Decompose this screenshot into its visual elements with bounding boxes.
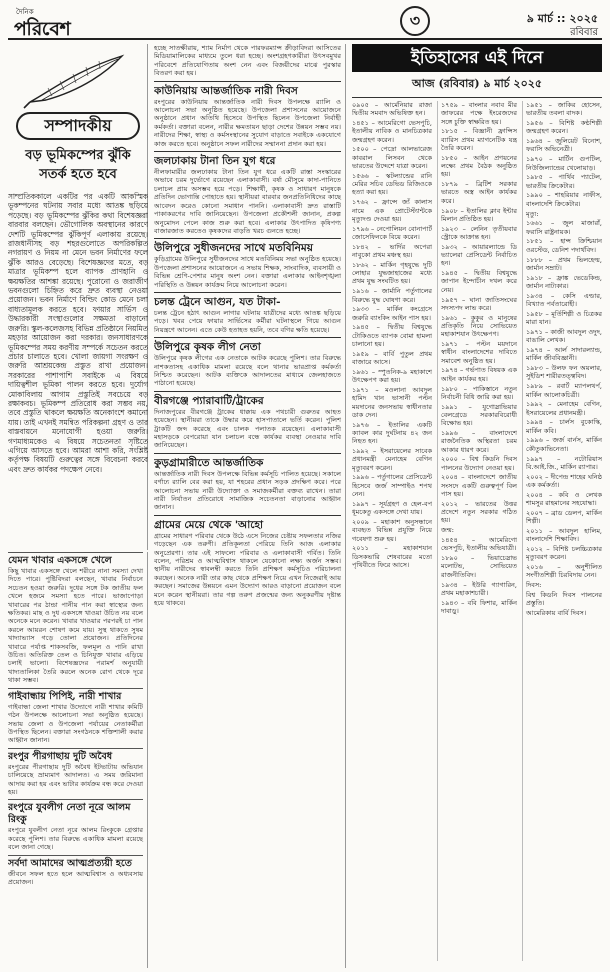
history-entry: ১৯৪৫ – দ্বিতীয় বিশ্বযুদ্ধে টোকিওতে ব্যাপক বোমা হামলা চালানো হয়। xyxy=(352,323,432,349)
news-headline[interactable]: জলঢাকায় টানা তিন যুগ ধরে xyxy=(154,151,341,168)
history-entry: ১৮৭৯ – ব্রিটিশ সরকার ভারতে অস্ত্র আইন কার্যকর করে। xyxy=(441,180,517,205)
news-headline[interactable]: রংপুর পীরগাছায় দুটি অবৈধ xyxy=(8,748,143,763)
history-entry: ১৯৯০ – শাহরিয়ার নাফীস, বাংলাদেশি ক্রিকেটার। xyxy=(526,191,602,208)
news-item xyxy=(154,337,341,388)
news-body: রংপুরে যুবলীগ নেতা নূরে আলম রিংকুকে গ্রেপ্তার করেছে পুলিশ। তার বিরুদ্ধে একাধিক মামলা রয়েছে বলে জানা গেছে। xyxy=(8,826,143,852)
news-body: রংপুরের পীরগাছায় দুটি অবৈধ ইটভাটায় অভিযান চালিয়েছে ভ্রাম্যমাণ আদালত। এ সময় জরিমানা আদায় করা হয় এবং ভাটার কার্যক্রম বন্ধ করে দেওয়া হয়। xyxy=(8,762,143,796)
quill-pen-icon xyxy=(22,50,132,110)
history-title: ইতিহাসের এই দিনে xyxy=(352,44,602,72)
history-entry: ১৮৫০ – আইন প্রণয়নের লক্ষ্যে প্রথম বৈঠক অনুষ্ঠিত হয়। xyxy=(441,153,517,179)
history-entry: ১৯৮৫ – পার্থিব প্যাটেল, ভারতীয় ক্রিকেটার। xyxy=(526,173,602,190)
news-body: উলিপুরে কৃষক লীগের এক নেতাকে আটক করেছে পুলিশ। তার বিরুদ্ধে নাশকতাসহ একাধিক মামলা রয়েছে বলে থানার ভারপ্রাপ্ত কর্মকর্তা নিশ্চিত করেছেন। আটক ব্যক্তিকে আদালতের মাধ্যমে জেলহাজতে পাঠানো হয়েছে। xyxy=(154,354,341,388)
history-entry: বিশ্ব কিডনি দিবস পালনের প্রস্তুতি। xyxy=(526,591,602,608)
history-entry: ১৮৪২ – ভার্দির অপেরা নাবুকো প্রথম মঞ্চস্থ হয়। xyxy=(352,242,432,260)
news-item xyxy=(8,688,143,745)
news-item xyxy=(8,552,143,685)
news-body: আন্তর্জাতিক নারী দিবস উপলক্ষে বিভিন্ন কর্মসূচি পালিত হয়েছে। সকালে বর্ণাঢ্য র‍্যালি বের করা হয়, যা শহরের প্রধান সড়ক প্রদক্ষিণ করে। পরে আলোচনা সভায় নারী উদ্যোক্তা ও সমাজকর্মীরা বক্তব্য রাখেন। তারা নারী নির্যাতন প্রতিরোধে সামাজিক সচেতনতা বাড়ানোর আহ্বান জানান। xyxy=(154,469,341,512)
history-entry: জন্ম: xyxy=(441,526,454,535)
history-entry: ১৯১৬ – জার্মানি পর্তুগালের বিরুদ্ধে যুদ্ধ ঘোষণা করে। xyxy=(352,287,432,304)
history-entry: ১৯৯২ – মেনাহেম বেগিন, ইসরায়েলের প্রধানমন্ত্রী। xyxy=(526,400,602,417)
history-entry: ১৬৬১ – জুল মাজারাঁ, ফরাসি রাষ্ট্রনায়ক। xyxy=(526,219,602,236)
continued-story: হচ্ছে সাতক্ষীরায়, শ্যাম নির্মাণ থেকে পারফরম্যান্স ক্রীড়াবিদরা আসিতের মিডিয়ামালিকের মাধ্যমে তুলে ধরা হচ্ছে। অংশগ্রহণকারীরা উৎসবমুখর পরিবেশে প্রতিযোগিতায় অংশ নেন এবং বিজয়ীদের মাঝে পুরস্কার বিতরণ করা হয়। xyxy=(154,44,341,78)
history-entry: ১৯৪৫ – দ্বিতীয় বিশ্বযুদ্ধে জাপান ইন্দোচীন দখল করে নেয়। xyxy=(441,269,517,294)
history-entry: ১৯৫৭ – ঘানা জাতিসংঘের সদস্যপদ লাভ করে। xyxy=(441,295,517,312)
history-entry: ১৯৭৪ – আর্ল সাদারল্যান্ড, মার্কিন জীববিজ্ঞানী। xyxy=(526,346,602,363)
history-entry: আমেরিকায় বার্বি দিবস। xyxy=(526,609,587,618)
history-entry: ২০০২ – দীপেন্দ্র শাহের ঘনিষ্ঠ এক কর্মকর্তা। xyxy=(526,472,602,489)
history-entry: ১৪৫১ – আমেরিগো ভেসপুচি, ইতালীয় নাবিক ও মানচিত্রকার জন্মগ্রহণ করেন। xyxy=(352,119,432,144)
news-headline[interactable]: কুড়গ্রামারীতে আন্তর্জাতিক xyxy=(154,453,341,470)
news-headline[interactable]: কাউনিয়ায় আন্তর্জাতিক নারী দিবস xyxy=(154,81,341,98)
history-entry: ১৯৮৯ – রবার্ট ম্যাপলথর্প, মার্কিন আলোকচিত্রী। xyxy=(526,382,602,399)
newspaper-logo[interactable] xyxy=(12,6,82,38)
history-entry: ১৯৭১ – মওলানা আবদুল হামিদ খান ভাসানী পল্টন ময়দানের জনসভায় স্বাধীনতার ডাক দেন। xyxy=(352,386,432,419)
masthead xyxy=(8,4,602,40)
news-headline[interactable]: গ্রামের মেয়ে থেকে 'আহো xyxy=(154,515,341,532)
history-entry: ১৯৯১ – যুগোস্লাভিয়ার বেলগ্রেডে সরকারবিরোধী বিক্ষোভ হয়। xyxy=(441,402,517,428)
history-entry: ২০০৭ – ব্রাড ডেলপ, মার্কিন শিল্পী। xyxy=(526,508,602,526)
history-entry: ১৯৬১ – স্পুতনিক-৯ মহাকাশে উৎক্ষেপণ করা হয়। xyxy=(352,367,432,385)
history-entry: ১৯২৩ – লেনিন তৃতীয়বার স্ট্রোকে আক্রান্ত হন। xyxy=(441,224,517,241)
history-column-2 xyxy=(437,101,517,961)
news-headline[interactable]: যেমন খাবার একসঙ্গে খেলে xyxy=(8,552,143,567)
history-entry: ২০১৬ – অনুশীলিত সংগীতশিল্পী চিরবিদায় নেন। xyxy=(526,563,602,580)
news-headline[interactable]: গাইবান্ধায় পিপিই, নারী শাখার xyxy=(8,688,143,703)
history-column-1 xyxy=(352,101,432,961)
news-headline[interactable]: সর্বদা আমাদের আত্মপ্রত্যয়ী হতে xyxy=(8,855,143,870)
history-entry: ২০০৯ – মহাকাশ অনুসন্ধানে ব্যবহৃত বিভিন্ন প্রযুক্তি নিয়ে গবেষণা শুরু হয়। xyxy=(352,517,432,543)
editorial-body: সাম্প্রতিককালে একটির পর একটি আকস্মিক ভূকম্পনের ঘটনায় সবার মধ্যে আতঙ্ক ছড়িয়ে পড়েছে। বড় ভূমিকম্পের ঝুঁকির কথা বিশেষজ্ঞরা বারবার বলছেন। ভৌগোলিক অবস্থানের কারণে দেশটি ভূমিকম্পের ঝুঁকিপূর্ণ এলাকায় রয়েছে। রাজধানীসহ বড় শহরগুলোতে অপরিকল্পিত নগরায়ণ ও নিয়ম না মেনে ভবন নির্মাণের ফলে ঝুঁকি আরও বেড়েছে। বিশেষজ্ঞদের মতে, বড় মাত্রার ভূমিকম্প হলে ব্যাপক প্রাণহানি ও ক্ষয়ক্ষতির আশঙ্কা রয়েছে। পুরোনো ও জরাজীর্ণ ভবনগুলো চিহ্নিত করে দ্রুত ব্যবস্থা নেওয়া প্রয়োজন। ভবন নির্মাণে বিল্ডিং কোড মেনে চলা বাধ্যতামূলক করতে হবে। ফায়ার সার্ভিস ও উদ্ধারকারী সংস্থাগুলোর সক্ষমতা বাড়ানো জরুরি। স্কুল-কলেজসহ বিভিন্ন প্রতিষ্ঠানে নিয়মিত মহড়ার আয়োজন করা দরকার। জনসাধারণকে ভূমিকম্পের সময় করণীয় সম্পর্কে সচেতন করতে প্রচার চালাতে হবে। খোলা জায়গা সংরক্ষণ ও জরুরি আশ্রয়কেন্দ্র প্রস্তুত রাখা প্রয়োজন। সরকারের পাশাপাশি সবাইকে এ বিষয়ে দায়িত্বশীল ভূমিকা পালন করতে হবে। দুর্যোগ মোকাবিলায় আগাম প্রস্তুতিই সবচেয়ে বড় রক্ষাকবচ। ভূমিকম্প প্রতিরোধ করা সম্ভব নয়, তবে প্রস্তুতি থাকলে ক্ষয়ক্ষতি অনেকাংশে কমানো যায়। তাই এখনই সমন্বিত পরিকল্পনা গ্রহণ ও তার বাস্তবায়নে মনোযোগী হওয়া জরুরি। গণমাধ্যমকেও এ বিষয়ে সচেতনতা সৃষ্টিতে এগিয়ে আসতে হবে। আমরা আশা করি, সংশ্লিষ্ট কর্তৃপক্ষ বিষয়টি গুরুত্বের সঙ্গে বিবেচনা করবে এবং দ্রুত কার্যকর পদক্ষেপ নেবে। xyxy=(8,192,148,474)
middle-news-column xyxy=(154,44,346,968)
history-entry: ০৯০৫ – আর্মেনিয়ার রাজা দ্বিতীয় সমবাদ অভিষিক্ত হন। xyxy=(352,101,432,118)
news-item xyxy=(8,855,143,887)
history-entry: ১৯৯৬ – বাংলাদেশে রাজনৈতিক অস্থিরতা চরম আকার ধারণ করে। xyxy=(441,428,517,454)
history-columns xyxy=(352,101,602,961)
history-entry: ১৯৬৪ – জুলিয়েট বিনোশ, ফরাসি অভিনেত্রী। xyxy=(526,137,602,154)
history-entry: ১৯৯৪ – চার্লস বুকোস্কি, মার্কিন কবি। xyxy=(526,418,602,435)
history-entry: ২০১১ – আবদুল হালিম, বাংলাদেশি শিক্ষাবিদ। xyxy=(526,526,602,544)
editorial-headline[interactable] xyxy=(8,146,148,184)
history-entry: ১৯৬১ – কুকুর ও মানুষের প্রতিকৃতি নিয়ে সোভিয়েত মহাকাশযান উৎক্ষেপণ। xyxy=(441,313,517,339)
history-entry: ১৯১৮ – ফ্রাঙ্ক ভেডেকিন্ড, জার্মান নাট্যকার। xyxy=(526,273,602,290)
news-item xyxy=(8,748,143,797)
history-entry: ১৮৫১ – হান্স ক্রিশ্চিয়ান ওরস্টেড, ডেনিশ পদার্থবিদ। xyxy=(526,237,602,254)
history-entry: ১৫০০ – পেদ্রো আলভারেজ কাবরাল লিসবন থেকে ভারতের উদ্দেশে যাত্রা করেন। xyxy=(352,145,432,171)
news-item xyxy=(154,151,341,235)
news-body: রংপুরের কাউনিয়ায় আন্তর্জাতিক নারী দিবস উপলক্ষে র‍্যালি ও আলোচনা সভা অনুষ্ঠিত হয়েছে। উপজেলা প্রশাসনের আয়োজনে অনুষ্ঠানে প্রধান অতিথি হিসেবে উপস্থিত ছিলেন উপজেলা নির্বাহী কর্মকর্তা। বক্তারা বলেন, নারীর ক্ষমতায়ন ছাড়া দেশের উন্নয়ন সম্ভব নয়। নারীদের শিক্ষা, স্বাস্থ্য ও কর্মসংস্থানের সুযোগ বাড়াতে সবাইকে একযোগে কাজ করতে হবে। অনুষ্ঠানে সফল নারীদের সম্মাননা প্রদান করা হয়। xyxy=(154,97,341,148)
issue-day: রবিবার xyxy=(570,27,598,38)
history-entry: ১৯৩৪ – কেসি এল্ডার, বিখ্যাত পর্বতারোহী। xyxy=(526,291,602,309)
news-item xyxy=(154,391,341,450)
news-headline[interactable]: রংপুরে যুবলীগ নেতা নূরে আলম রিংকু xyxy=(8,799,143,826)
history-entry: ১৯৭৪ – গর্ভপাত বিষয়ক এক আইন কার্যকর হয়। xyxy=(441,366,517,383)
page-number: ৩ xyxy=(400,6,430,36)
news-headline[interactable]: উলিপুরে কৃষক লীগ নেতা xyxy=(154,337,341,354)
news-body: নীলফামারীর জলঢাকায় টানা তিন যুগ ধরে একটি রাস্তা সংস্কারের অভাবে চরম দুর্ভোগে রয়েছেন এলাকাবাসী। বর্ষা মৌসুমে কাদা-পানিতে চলাচল প্রায় অসম্ভব হয়ে পড়ে। শিক্ষার্থী, কৃষক ও সাধারণ মানুষকে প্রতিদিন ভোগান্তি পোহাতে হয়। স্থানীয়রা বারবার জনপ্রতিনিধিদের কাছে আবেদন করেও কোনো সমাধান পাননি। এলাকাবাসী দ্রুত রাস্তাটি পাকাকরণের দাবি জানিয়েছেন। উপজেলা প্রকৌশলী জানান, প্রকল্প অনুমোদন পেলে কাজ শুরু করা হবে। এলাকার উৎপাদিত কৃষিপণ্য বাজারজাত করতেও কৃষকদের বাড়তি খরচ গুনতে হচ্ছে। xyxy=(154,168,341,235)
left-news-column xyxy=(8,552,148,968)
news-item xyxy=(154,238,341,289)
history-entry: ১৭৬২ – ফ্রান্সে জ্যঁ কালাস নামে এক প্রোটেস্ট্যান্টকে মৃত্যুদণ্ড দেওয়া হয়। xyxy=(352,198,432,223)
history-entry: ১৯৭৬ – ইতালির একটি ক্যাবল কার দুর্ঘটনায় ৪২ জন নিহত হন। xyxy=(352,420,432,446)
history-entry: ১৯৭০ – মার্টিন গুপটিল, নিউজিল্যান্ডের খেলোয়াড়। xyxy=(526,155,602,172)
history-entry: ১৯৫৯ – বার্বি পুতুল প্রথম বাজারে আসে। xyxy=(352,349,432,367)
news-body: কিছু খাবার একসঙ্গে খেলে শরীরে নানা সমস্যা দেখা দিতে পারে। পুষ্টিবিদরা বলছেন, খাবার নির্বাচনে সচেতন হওয়া জরুরি। দুধের সঙ্গে টক জাতীয় ফল খেলে হজমে সমস্যা হতে পারে। ভাজাপোড়া খাবারের পর ঠান্ডা পানীয় পান করা স্বাস্থ্যের জন্য ক্ষতিকর। মাছ ও দুধ একসঙ্গে খাওয়া উচিত নয় বলে অনেকে মনে করেন। খাবার খাওয়ার পরপরই চা পান করলে আয়রন শোষণ কমে যায়। সুস্থ থাকতে সুষম খাদ্যাভ্যাস গড়ে তোলা প্রয়োজন। প্রতিদিনের খাবারে পর্যাপ্ত শাকসবজি, ফলমূল ও পানি রাখা উচিত। অতিরিক্ত তেল ও চিনিযুক্ত খাবার এড়িয়ে চলাই ভালো। বিশেষজ্ঞদের পরামর্শ অনুযায়ী খাদ্যতালিকা তৈরি করলে অনেক রোগ থেকে দূরে থাকা সম্ভব। xyxy=(8,567,143,685)
history-entry: ১৫৬৬ – স্কটল্যান্ডের রানি মেরির সচিব ডেভিড রিজিওকে হত্যা করা হয়। xyxy=(352,171,432,197)
history-entry: ১৭৫৯ – বাংলার নবাব মীর জাফরের পক্ষে ইংরেজদের সঙ্গে চুক্তি স্বাক্ষরিত হয়। xyxy=(441,101,517,126)
editorial-headline-line1: বড় ভূমিকম্পের ঝুঁকি xyxy=(25,148,131,163)
history-entry: ২০১২ – ভারতের উত্তর প্রদেশে নতুন সরকার গঠিত হয়। xyxy=(441,499,517,525)
history-entry: ১৯৮৩ – উলফ ফন অয়লার, সুইডিশ শারীরতত্ত্ববিদ। xyxy=(526,364,602,381)
history-entry: ১৯৯৭ – সূর্যগ্রহণ ও হেল-বপ ধূমকেতু একসঙ্গে দেখা যায়। xyxy=(352,499,432,517)
history-entry: ১৯৯৭ – নটোরিয়াস বি.আই.জি., মার্কিন র‍্যাপার। xyxy=(526,454,602,471)
history-section xyxy=(352,44,602,968)
news-item xyxy=(154,453,341,512)
history-entry: ১৮১৫ – বিজ্ঞানী ফ্রান্সিস ব্যারিস প্রথম ম্যাগনেটিক যন্ত্র তৈরি করেন। xyxy=(441,127,517,152)
history-entry: ২০১২ – বিশিষ্ট চলচ্চিত্রকার মৃত্যুবরণ করেন। xyxy=(526,545,602,562)
history-entry: ১৯৭১ – পল্টন ময়দানে স্বাধীন বাংলাদেশের দাবিতে সমাবেশ অনুষ্ঠিত হয়। xyxy=(441,340,517,365)
history-entry: ১৯০৮ – ইতালির ক্লাব ইন্টার মিলান প্রতিষ্ঠিত হয়। xyxy=(441,206,517,223)
history-subtitle: আজ (রবিবার) ৯ মার্চ ২০২৫ xyxy=(352,72,602,98)
editorial-section xyxy=(8,44,148,550)
news-body: জীবনে সফল হতে হলে আত্মবিশ্বাস ও অধ্যবসায় প্রয়োজন। xyxy=(8,869,143,886)
news-body: চলন্ত ট্রেনে হঠাৎ আগুন লাগার ঘটনায় যাত্রীদের মধ্যে আতঙ্ক ছড়িয়ে পড়ে। খবর পেয়ে ফায়ার সার্ভিসের কর্মীরা ঘটনাস্থলে গিয়ে আগুন নিয়ন্ত্রণে আনেন। এতে কেউ হতাহত হয়নি, তবে বগির ক্ষতি হয়েছে। xyxy=(154,308,341,334)
history-entry: ১৯৯৬ – পর্তুগালের প্রেসিডেন্ট হিসেবে জর্জ সাম্পাইও শপথ নেন। xyxy=(352,473,432,499)
news-body: দিনাজপুরের বীরগঞ্জে ট্রাকের ধাক্কায় এক পথচারী গুরুতর আহত হয়েছেন। স্থানীয়রা তাকে উদ্ধার করে হাসপাতালে ভর্তি করেন। পুলিশ ট্রাকটি জব্দ করেছে এবং চালক পলাতক রয়েছেন। এলাকাবাসী মহাসড়কে বেপরোয়া যান চলাচল বন্ধে কার্যকর ব্যবস্থা নেওয়ার দাবি জানিয়েছেন। xyxy=(154,407,341,450)
history-entry: ১৮৯০ – ভিয়াচেস্লাভ মলোটভ, সোভিয়েত রাজনীতিবিদ। xyxy=(441,554,517,579)
history-entry: ১৯৫৮ – মূর্তিশিল্পী ও চিত্রকর মারা যান। xyxy=(526,309,602,327)
history-entry: ১৪৫৪ – আমেরিগো ভেসপুচি, ইতালীয় অভিযাত্রী। xyxy=(441,536,517,553)
history-entry: ১৯৫৬ – বিশিষ্ট কণ্ঠশিল্পী জন্মগ্রহণ করেন। xyxy=(526,119,602,136)
history-entry: ১৯৩৩ – মার্কিন কংগ্রেসে জরুরি ব্যাংকিং আইন পাস হয়। xyxy=(352,305,432,322)
history-entry: ১৯৫১ – জাকির হোসেন, ভারতীয় তবলা বাদক। xyxy=(526,101,602,118)
history-entry: মৃত্যু: xyxy=(526,209,539,218)
news-body: গাইবান্ধা জেলা শাখার উদ্যোগে নারী শাখার কমিটি গঠন উপলক্ষে আলোচনা সভা অনুষ্ঠিত হয়েছে। সভায় জেলা ও উপজেলা পর্যায়ের নেতাকর্মীরা উপস্থিত ছিলেন। বক্তারা সংগঠনকে শক্তিশালী করার আহ্বান জানান। xyxy=(8,702,143,745)
history-entry: ১৮৮৮ – প্রথম ভিলহেল্ম, জার্মান সম্রাট। xyxy=(526,255,602,272)
news-item xyxy=(154,515,341,608)
history-column-3 xyxy=(522,101,602,961)
news-headline[interactable]: চলন্ত ট্রেনে আগুন, যত টাকা- xyxy=(154,292,341,309)
history-entry: ২০১১ – মহাকাশযান ডিসকভারি শেষবারের মতো পৃথিবীতে ফিরে আসে। xyxy=(352,544,432,569)
editorial-headline-line2: সতর্ক হতে হবে xyxy=(39,167,117,182)
history-entry: ১৯৯৬ – জর্জ বার্নস, মার্কিন কৌতুকাভিনেতা। xyxy=(526,436,602,453)
history-entry: ১৯৯২ – ইসরায়েলের সাবেক প্রধানমন্ত্রী মেনাহেম বেগিন মৃত্যুবরণ করেন। xyxy=(352,447,432,472)
issue-date: ৯ মার্চ :: ২০২৫ xyxy=(526,12,598,25)
history-entry: ২০০৪ – কবি ও লেখক শামসুর রাহমানের সহযোদ্ধা। xyxy=(526,490,602,508)
history-entry: ২০০০ – বিশ্ব কিডনি দিবস পালনের উদ্যোগ নেওয়া হয়। xyxy=(441,455,517,472)
news-body: কুড়িগ্রামের উলিপুরে সুধীজনদের সাথে মতবিনিময় সভা অনুষ্ঠিত হয়েছে। উপজেলা প্রশাসনের আয়োজনে এ সভায় শিক্ষক, সাংবাদিক, ব্যবসায়ী ও বিভিন্ন শ্রেণি-পেশার মানুষ অংশ নেন। বক্তারা এলাকার আইনশৃঙ্খলা পরিস্থিতি ও উন্নয়ন কার্যক্রম নিয়ে আলোচনা করেন। xyxy=(154,255,341,289)
news-item xyxy=(8,799,143,851)
news-item xyxy=(154,292,341,334)
history-entry: ১৯৮০ – পাকিস্তানে নতুন নির্বাচনী বিধি জারি করা হয়। xyxy=(441,384,517,401)
history-entry: ২০০৪ – বাংলাদেশে জাতীয় সংসদে একটি গুরুত্বপূর্ণ বিল পাস হয়। xyxy=(441,473,517,499)
history-entry: ১৯৭১ – কাজী আবদুল ওদুদ, বাঙালি লেখক। xyxy=(526,327,602,345)
history-entry: ১৮৬২ – মার্কিন গৃহযুদ্ধে দুটি লোহার যুদ্ধজাহাজের মধ্যে প্রথম যুদ্ধ সংঘটিত হয়। xyxy=(352,260,432,286)
news-headline[interactable]: উলিপুরে সুধীজনদের সাথে মতবিনিময় xyxy=(154,238,341,255)
logo-prefix: দৈনিক xyxy=(16,8,34,16)
history-entry: ১৯৪৩ – ববি ফিশার, মার্কিন দাবাড়ু। xyxy=(441,598,517,615)
history-entry: দিবস: xyxy=(526,581,542,590)
history-entry: ১৯৩২ – আয়ারল্যান্ডে ডি ভ্যালেরা প্রেসিডেন্ট নির্বাচিত হন। xyxy=(441,242,517,268)
history-entry: ১৭৯৬ – নেপোলিয়ন বোনাপার্ট জোসেফিনকে বিয়ে করেন। xyxy=(352,224,432,241)
history-entry: ১৯৩৪ – ইউরি গ্যাগারিন, প্রথম মহাকাশচারী। xyxy=(441,580,517,597)
news-body: গ্রামের সাধারণ পরিবার থেকে উঠে এসে নিজের চেষ্টায় সফলতার নজির গড়েছেন এক তরুণী। প্রতিকূলতা পেরিয়ে তিনি আজ এলাকার অনুপ্রেরণা। তার এই সাফল্যে পরিবার ও এলাকাবাসী গর্বিত। তিনি বলেন, পরিশ্রম ও আত্মবিশ্বাস থাকলে যেকোনো লক্ষ্য অর্জন সম্ভব। স্থানীয় নারীদের স্বাবলম্বী করতে তিনি প্রশিক্ষণ কর্মসূচিও পরিচালনা করছেন। অনেক নারী তার কাছ থেকে প্রশিক্ষণ নিয়ে এখন নিজেরাই আয় করছেন। সমাজের উন্নয়নে এমন উদ্যোগ আরও বাড়ানো প্রয়োজন বলে মনে করেন স্থানীয়রা। তার গল্প তরুণ প্রজন্মের জন্য অনুকরণীয় দৃষ্টান্ত হয়ে থাকবে। xyxy=(154,531,341,608)
news-headline[interactable]: বীরগঞ্জে প্যারাবাটি/ট্রাকের xyxy=(154,391,341,408)
news-item xyxy=(154,81,341,148)
editorial-label: সম্পাদকীয় xyxy=(16,112,140,140)
logo-name: পরিবেশ xyxy=(14,18,71,40)
